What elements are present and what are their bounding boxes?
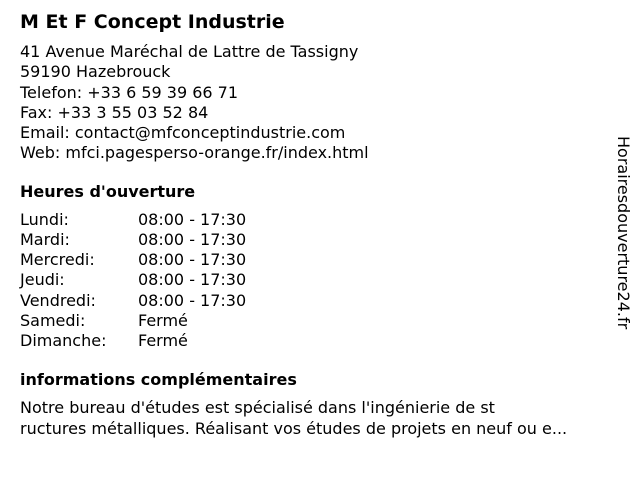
fax-number: Fax: +33 3 55 03 52 84 <box>20 102 209 122</box>
description-line: Notre bureau d'études est spécialisé dans l'ingénierie de st <box>20 398 495 418</box>
day-hours: 08:00 - 17:30 <box>138 250 247 270</box>
day-hours: Fermé <box>138 310 188 330</box>
opening-hours-table <box>20 210 246 351</box>
day-label: Lundi: <box>20 209 69 229</box>
hours-row-tuesday <box>20 230 246 250</box>
hours-row-sunday <box>20 331 246 351</box>
business-description <box>20 398 620 439</box>
city-postal-code: 59190 Hazebrouck <box>20 62 171 82</box>
day-label: Jeudi: <box>20 270 65 290</box>
opening-hours-heading: Heures d'ouverture <box>20 181 196 201</box>
site-watermark: Horairesdouverture24.fr <box>614 136 633 330</box>
company-name: M Et F Concept Industrie <box>20 11 285 33</box>
day-label: Mercredi: <box>20 250 95 270</box>
contact-info <box>20 42 610 164</box>
day-hours: 08:00 - 17:30 <box>138 270 247 290</box>
phone-number: Telefon: +33 6 59 39 66 71 <box>20 82 239 102</box>
day-label: Dimanche: <box>20 331 107 350</box>
description-line: ructures métalliques. Réalisant vos études de projets en neuf ou e... <box>20 418 568 438</box>
day-label: Vendredi: <box>20 290 96 310</box>
additional-info-heading: informations complémentaires <box>20 370 297 390</box>
day-label: Mardi: <box>20 229 70 249</box>
day-hours: 08:00 - 17:30 <box>138 229 247 249</box>
hours-row-monday <box>20 210 246 230</box>
day-label: Samedi: <box>20 310 86 330</box>
business-card <box>20 10 610 439</box>
hours-row-saturday <box>20 311 246 331</box>
day-hours: Fermé <box>138 331 188 350</box>
hours-row-friday <box>20 291 246 311</box>
website-address: Web: mfci.pagesperso-orange.fr/index.html <box>20 143 369 163</box>
hours-row-thursday <box>20 270 246 290</box>
day-hours: 08:00 - 17:30 <box>138 290 247 310</box>
email-address: Email: contact@mfconceptindustrie.com <box>20 123 346 143</box>
hours-row-wednesday <box>20 250 246 270</box>
street-address: 41 Avenue Maréchal de Lattre de Tassigny <box>20 42 359 61</box>
day-hours: 08:00 - 17:30 <box>138 209 247 229</box>
